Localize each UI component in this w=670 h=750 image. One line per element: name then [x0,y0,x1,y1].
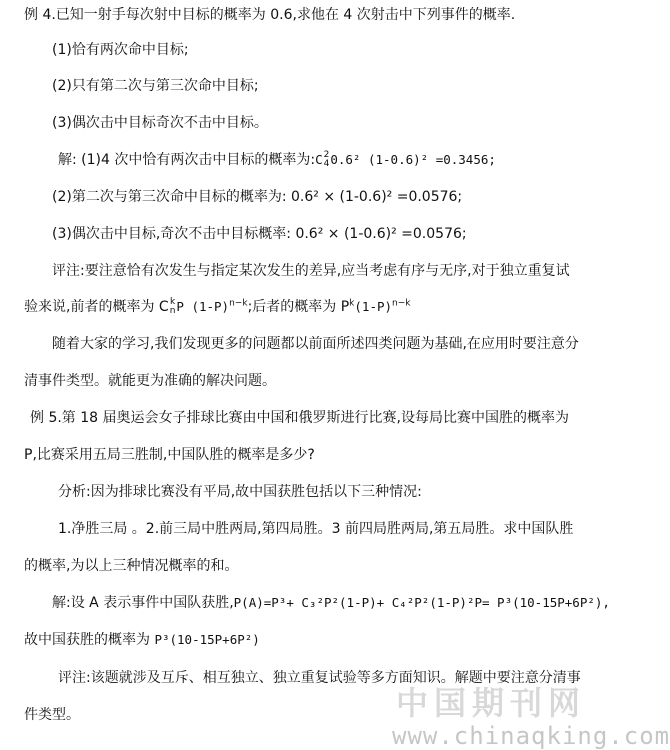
comment-text-latter: ;后者的概率为 P [247,299,350,315]
example5-comment-line-1: 评注:该题就涉及互斥、相互独立、独立重复试验等多方面知识。解题中要注意分清事 [58,670,581,686]
watermark-url: www.chinaqking.com [392,722,670,750]
solution-text: 解:设 A 表示事件中国队获胜, [52,595,234,611]
watermark-cn: 中国期刊网 [396,684,587,722]
conclusion-text: 故中国获胜的概率为 [24,632,155,648]
solution-1-formula: 0.6² (1-0.6)² =0.3456; [330,152,496,167]
solution-formula: P(A)=P³+ C₃²P²(1-P)+ C₄²P²(1-P)²P= P³(10-15P+6P²), [233,595,610,610]
conclusion-formula: P³(10-15P+6P²) [154,632,260,647]
example5-line-2: P,比赛采用五局三胜制,中国队胜的概率是多少? [24,447,315,463]
example5-line-1: 例 5.第 18 届奥运会女子排球比赛由中国和俄罗斯进行比赛,设每局比赛中国胜的概率为 [30,410,569,426]
example4-question-2: (2)只有第二次与第三次命中目标; [52,78,259,94]
example5-solution [52,593,610,613]
example5-cases-line-1: 1.净胜三局 。2.前三局中胜两局,第四局胜。3 前四局胜两局,第五局胜。求中国队胜 [58,521,574,537]
example4-comment-line-2 [24,297,411,317]
formula-specific: (1-P) [354,299,393,314]
exponent: k [349,298,355,309]
comment-text-former: 验来说,前者的概率为 C [24,299,169,315]
combination-indices: 2 4 [323,150,330,169]
example5-comment-line-2: 件类型。 [24,707,80,723]
exponent: n−k [229,298,248,309]
example4-comment-line-1: 评注:要注意恰有次发生与指定某次发生的差异,应当考虑有序与无序,对于独立重复试 [52,263,570,279]
combination-indices: k n [169,297,176,316]
example5-conclusion [24,630,260,650]
combination-symbol: C [315,152,323,167]
example4-question-1: (1)恰有两次命中目标; [52,42,189,58]
formula-binomial: P (1-P) [176,299,230,314]
example5-cases-line-2: 的概率,为以上三种情况概率的和。 [24,558,239,574]
example4-solution-1 [58,150,496,170]
example4-solution-3: (3)偶次击中目标,奇次不击中目标概率: 0.6² × (1-0.6)² =0.0576; [52,226,467,242]
example4-question-3: (3)偶次击中目标奇次不击中目标。 [52,115,268,131]
example4-title: 例 4.已知一射手每次射中目标的概率为 0.6,求他在 4 次射击中下列事件的概率. [24,7,516,23]
transition-line-2: 清事件类型。就能更为准确的解决问题。 [24,373,276,389]
solution-1-text: 解: (1)4 次中恰有两次击中目标的概率为: [58,152,316,168]
transition-line-1: 随着大家的学习,我们发现更多的问题都以前面所述四类问题为基础,在应用时要注意分 [52,336,579,352]
example5-analysis: 分析:因为排球比赛没有平局,故中国获胜包括以下三种情况: [58,484,422,500]
example4-solution-2: (2)第二次与第三次命中目标的概率为: 0.6² × (1-0.6)² =0.0576; [52,189,463,205]
exponent: n−k [392,298,411,309]
